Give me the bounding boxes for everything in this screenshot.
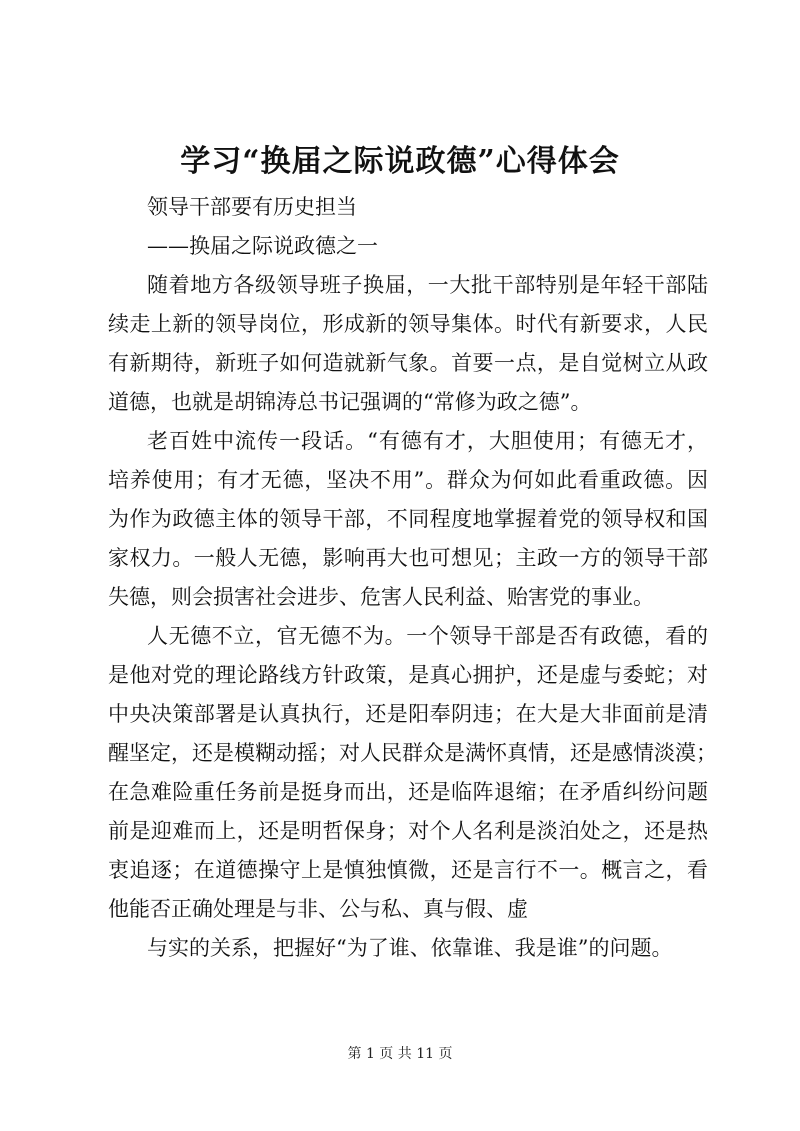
document-title: 学习“换届之际说政德”心得体会 [180,144,620,179]
paragraph-line: 衷追逐；在道德操守上是慎独慎微，还是言行不一。概言之，看 [108,858,708,882]
document-body [108,188,717,968]
paragraph-line: 培养使用；有才无德，坚决不用”。群众为何如此看重政德。因 [108,468,708,492]
subtitle-series-line: ——换届之际说政德之一 [147,234,378,258]
paragraph-line: 有新期待，新班子如何造就新气象。首要一点，是自觉树立从政 [108,351,708,375]
paragraph-line: 他能否正确处理是与非、公与私、真与假、虚 [108,897,528,921]
paragraph-line: 是他对党的理论路线方针政策，是真心拥护，还是虚与委蛇；对 [108,663,708,687]
paragraph-line: 续走上新的领导岗位，形成新的领导集体。时代有新要求，人民 [108,312,708,336]
page-number-footer: 第 1 页 共 11 页 [347,1046,453,1062]
paragraph-line: 失德，则会损害社会进步、危害人民利益、贻害党的事业。 [108,585,654,609]
paragraph-line: 家权力。一般人无德，影响再大也可想见；主政一方的领导干部 [108,546,708,570]
paragraph-line: 醒坚定，还是模糊动摇；对人民群众是满怀真情，还是感情淡漠； [108,741,717,765]
paragraph-line: 为作为政德主体的领导干部，不同程度地掌握着党的领导权和国 [108,507,708,531]
paragraph-line: 随着地方各级领导班子换届，一大批干部特别是年轻干部陆 [147,273,708,297]
paragraph-line: 前是迎难而上，还是明哲保身；对个人名利是淡泊处之，还是热 [108,819,708,843]
paragraph-line: 与实的关系，把握好“为了谁、依靠谁、我是谁”的问题。 [147,936,673,960]
paragraph-line: 人无德不立，官无德不为。一个领导干部是否有政德，看的 [147,624,708,648]
paragraph-line: 老百姓中流传一段话。“有德有才，大胆使用；有德无才， [147,429,708,453]
subtitle-line: 领导干部要有历史担当 [147,195,357,219]
paragraph-line: 中央决策部署是认真执行，还是阳奉阴违；在大是大非面前是清 [108,702,708,726]
paragraph-line: 道德，也就是胡锦涛总书记强调的“常修为政之德”。 [108,390,592,414]
paragraph-line: 在急难险重任务前是挺身而出，还是临阵退缩；在矛盾纠纷问题 [108,780,708,804]
